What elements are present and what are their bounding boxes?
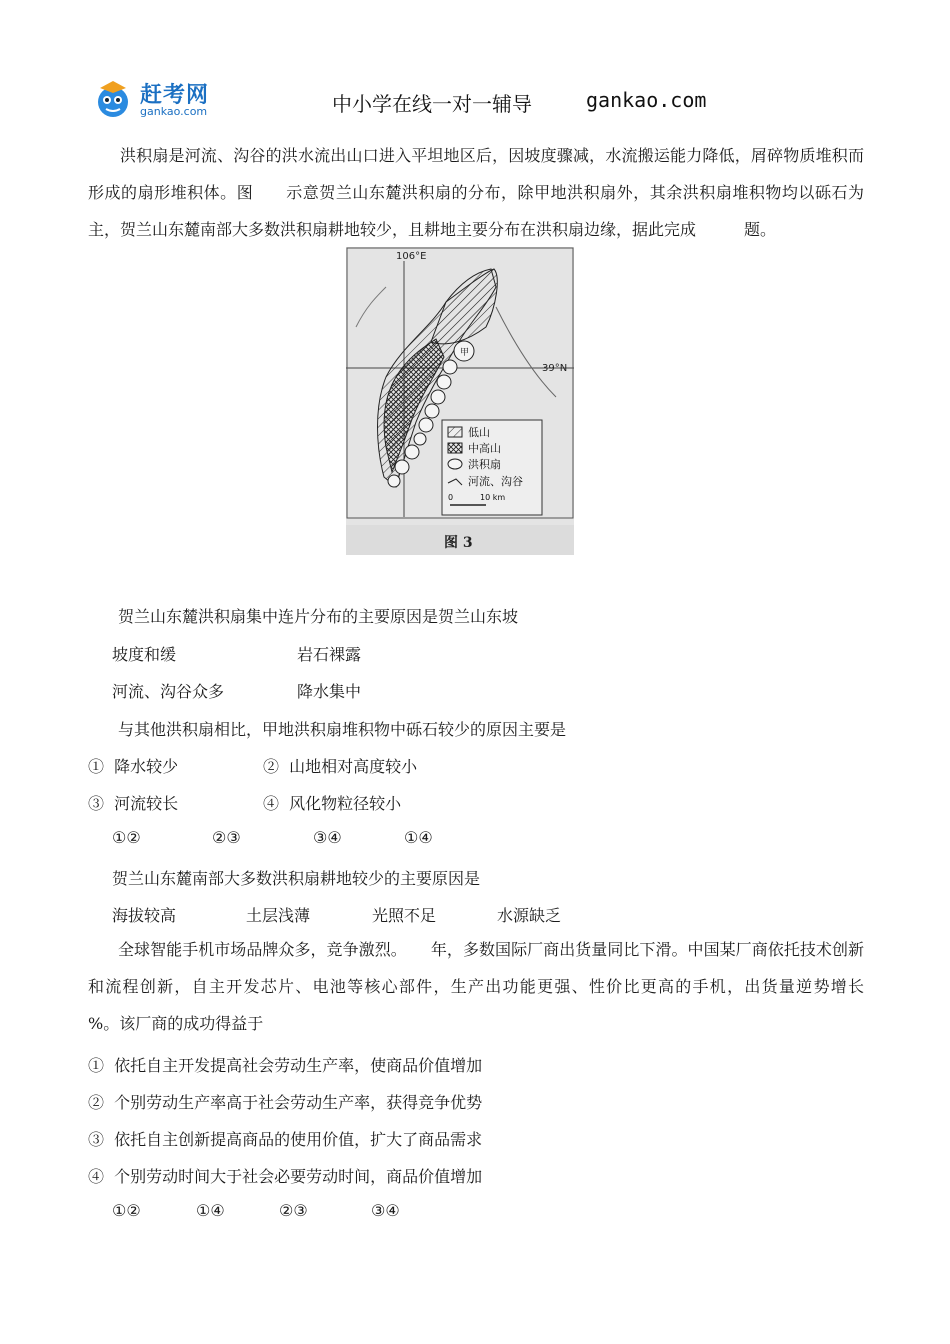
- q3-stem: 贺兰山东麓南部大多数洪积扇耕地较少的主要原因是: [112, 869, 481, 888]
- q4-item-4: ④ 个别劳动时间大于社会必要劳动时间，商品价值增加: [88, 1167, 483, 1186]
- mascot-icon: [92, 78, 134, 120]
- place-label: 甲: [460, 348, 470, 358]
- q4-item-2: ② 个别劳动生产率高于社会劳动生产率，获得竞争优势: [88, 1093, 483, 1112]
- q2-item-4: ④ 风化物粒径较小: [263, 794, 402, 813]
- intro-paragraph: 洪积扇是河流、沟谷的洪水流出山口进入平坦地区后，因坡度骤减，水流搬运能力降低，屑碎物质堆积而形成的扇形堆积体。图 示意贺兰山东麓洪积扇的分布，除甲地洪积扇外，其余洪积扇堆积物均以砾石为主，贺兰山东麓南部大多数洪积扇耕地较少，且耕地主要分布在洪积扇边缘，据此完成 题。: [88, 146, 864, 239]
- q2-option-a[interactable]: ①②: [112, 828, 141, 847]
- figure-caption: 图 3: [444, 535, 473, 551]
- q1-option-b[interactable]: 岩石裸露: [297, 645, 362, 664]
- q4-option-d[interactable]: ③④: [371, 1201, 400, 1220]
- scale-zero: 0: [448, 493, 454, 502]
- legend-label-low: 低山: [468, 426, 490, 439]
- q4-item-3: ③ 依托自主创新提高商品的使用价值，扩大了商品需求: [88, 1130, 483, 1149]
- q1-stem: 贺兰山东麓洪积扇集中连片分布的主要原因是贺兰山东坡: [118, 607, 519, 626]
- q2-item-1: ① 降水较少: [88, 757, 179, 776]
- q2-item-3: ③ 河流较长: [88, 794, 179, 813]
- q2-option-c[interactable]: ③④: [313, 828, 342, 847]
- header-site[interactable]: gankao.com: [586, 88, 707, 112]
- q1-option-d[interactable]: 降水集中: [297, 682, 362, 701]
- q4-stem: 全球智能手机市场品牌众多，竞争激烈。 年，多数国际厂商出货量同比下滑。中国某厂商依托技术创新和流程创新，自主开发芯片、电池等核心部件，生产出功能更强、性价比更高的手机，出货量逆势增长 %。该厂商的成功得益于: [88, 940, 897, 1033]
- q3-option-c[interactable]: 光照不足: [372, 906, 437, 925]
- map-image: [346, 247, 574, 555]
- q4-option-b[interactable]: ①④: [196, 1201, 225, 1220]
- q3-option-a[interactable]: 海拔较高: [112, 906, 177, 925]
- q2-item-2: ② 山地相对高度较小: [263, 757, 418, 776]
- scale-label: 10 km: [480, 493, 506, 502]
- hatch-icon: [448, 427, 462, 437]
- q3-option-d[interactable]: 水源缺乏: [497, 906, 562, 925]
- q3-option-b[interactable]: 土层浅薄: [246, 906, 311, 925]
- logo-text: 赶考网: [140, 83, 210, 108]
- crosshatch-icon: [448, 443, 462, 453]
- q1-option-a[interactable]: 坡度和缓: [112, 645, 177, 664]
- longitude-label: 106°E: [396, 251, 427, 262]
- legend-label-high: 中高山: [468, 442, 501, 455]
- q1-option-c[interactable]: 河流、沟谷众多: [112, 682, 225, 701]
- logo-subtext: gankao.com: [140, 105, 208, 118]
- map-figure: [346, 247, 574, 555]
- q4-option-c[interactable]: ②③: [279, 1201, 308, 1220]
- latitude-label: 39°N: [542, 363, 568, 374]
- legend-label-river: 河流、沟谷: [468, 475, 523, 488]
- q2-option-d[interactable]: ①④: [404, 828, 433, 847]
- fan-icon: [448, 459, 462, 469]
- q4-item-1: ① 依托自主开发提高社会劳动生产率，使商品价值增加: [88, 1056, 483, 1075]
- site-logo[interactable]: [88, 72, 238, 122]
- q2-option-b[interactable]: ②③: [212, 828, 241, 847]
- header-title: 中小学在线一对一辅导: [332, 92, 532, 116]
- q4-option-a[interactable]: ①②: [112, 1201, 141, 1220]
- page-header: [88, 72, 878, 132]
- q2-stem: 与其他洪积扇相比，甲地洪积扇堆积物中砾石较少的原因主要是: [118, 720, 567, 739]
- legend-label-fan: 洪积扇: [468, 458, 501, 471]
